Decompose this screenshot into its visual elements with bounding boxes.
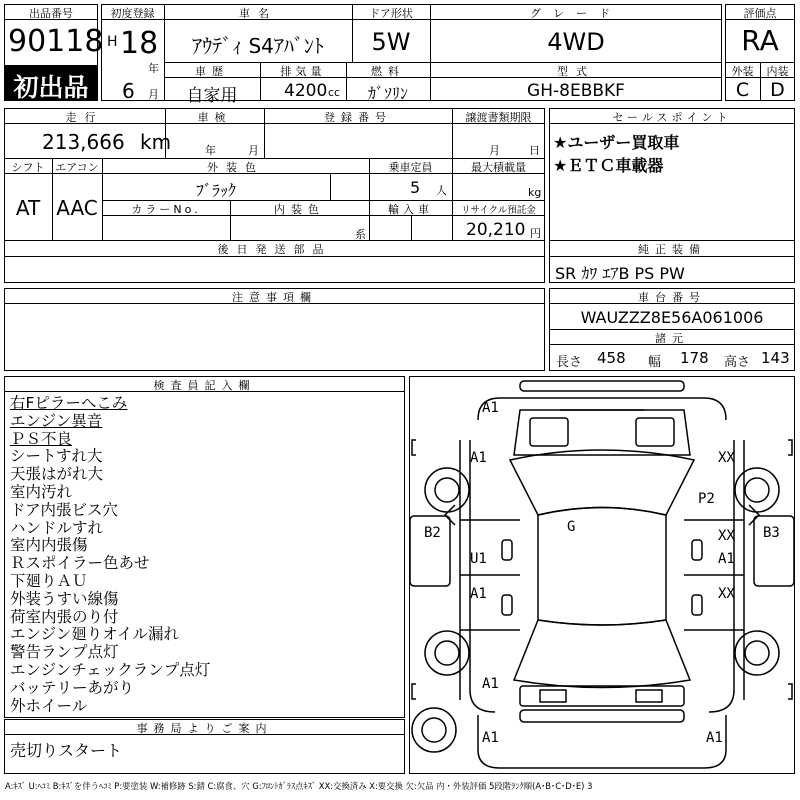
car-name: ｱｳﾃﾞｨ S4ｱﾊﾞﾝﾄ [192,34,324,58]
fuel-label: 燃料 [371,65,405,78]
inspector-item: エンジン異音 [10,411,103,430]
code-left-front-fender: A1 [470,450,487,466]
inspector-item: 下廻りＡＵ [10,572,88,590]
code-right-rear-door: XX [718,586,735,602]
first-listing-text: 初出品 [13,73,89,102]
inspector-item: エンジンチェックランプ点灯 [10,661,211,679]
recycle-label: リサイクル預託金 [461,205,536,216]
recycle-value: 20,210 [466,220,526,240]
aircon-label: エアコン [55,161,99,174]
inspector-item: シートすれ大 [10,447,103,466]
grade-label: グレード [530,7,622,20]
fuel-value: ｶﾞｿﾘﾝ [367,84,408,103]
width-label: 幅 [648,355,662,370]
first-reg-label: 初度登録 [110,7,155,20]
notes-label: 注意事項欄 [232,291,317,304]
inspector-label: 検査員記入欄 [153,379,256,392]
code-front-bumper: A1 [482,400,499,416]
capacity-label: 乗車定員 [388,161,433,174]
import-label: 輸入車 [388,203,433,216]
code-right-front-fender: XX [718,450,735,466]
load-unit: kg [528,186,542,199]
transfer-label: 譲渡書類期限 [465,111,532,124]
legend: A:ｷｽﾞ U:ﾍｺﾐ B:ｷｽﾞを伴うﾍｺﾐ P:要塗装 W:補修跡 S:錆 C:腐食、穴 G:ﾌﾛﾝﾄｶﾞﾗｽ点ｷｽﾞ XX:交換済み X:要交換 欠:欠品 内・外装評価 5段階ﾗﾝｸ順(A･B･C･D･E) 3 [5,781,593,791]
length-value: 458 [597,349,626,367]
reg-month: 6 [122,79,135,103]
color-label: 外装色 [207,161,264,174]
equipment-label: 純正装備 [638,243,706,256]
history-value: 自家用 [186,86,238,106]
displacement-label: 排気量 [280,65,326,78]
code-right-side: B3 [763,525,780,541]
code-left-front-door: U1 [470,551,487,567]
mileage-unit: km [140,130,172,154]
sales-point-2: ★ＥＴＣ車載器 [553,156,664,175]
interior-grade: D [770,79,785,101]
inspector-item: 天張はがれ大 [10,465,104,484]
code-roof: G [567,519,576,535]
car-diagram [409,376,795,774]
exterior-label: 外装 [731,65,754,78]
inspector-item: ハンドルすれ [10,518,104,537]
code-left-side: B2 [424,525,441,541]
interior-color-label: 内装色 [274,203,325,216]
inspector-item: 荷室内張のり付 [10,607,119,626]
car-name-label: 車名 [239,7,277,20]
reg-year: 18 [120,26,159,61]
inspector-item: 右Fピラーへこみ [10,394,128,412]
recycle-unit: 円 [530,227,541,240]
equipment-value: SR ｶﾜ ｴｱB PS PW [555,264,685,283]
office-message: 売切りスタート [10,741,123,760]
inspection-year-unit: 年 [205,144,216,157]
inspector-list [0,395,404,717]
inspector-item: 室内内張傷 [10,536,88,555]
transfer-day-unit: 日 [529,144,540,157]
lot-number: 90118 [8,24,104,59]
era: H [107,34,118,50]
transfer-month-unit: 月 [489,144,500,157]
inspector-item: ドア内張ビス穴 [10,500,119,519]
score-label: 評価点 [743,7,777,20]
displacement-value: 4200 [284,81,328,101]
height-label: 高さ [724,355,751,370]
specs-label: 諸元 [655,332,689,345]
capacity-unit: 人 [436,184,447,197]
inspector-item: バッテリーあがり [10,678,135,697]
grade-value: 4WD [547,28,605,56]
shift-label: シフト [11,161,45,174]
inspector-item: 室内汚れ [10,483,73,501]
inspector-item: ＰＳ不良 [10,429,73,448]
inspection-label: 車検 [197,111,232,124]
interior-color-suffix: 系 [355,228,366,241]
code-right-front-door-1: XX [718,528,735,544]
door-label: ドア形状 [369,7,413,20]
lot-label: 出品番号 [29,7,73,20]
shift-value: AT [15,196,41,220]
height-value: 143 [761,349,790,367]
interior-label: 内装 [766,65,789,78]
history-label: 車歴 [195,65,229,78]
code-left-rear-fender: A1 [482,676,499,692]
code-rear-bumper-right: A1 [706,730,723,746]
inspector-item: エンジン廻りオイル漏れ [10,625,179,644]
color-value: ﾌﾞﾗｯｸ [195,181,236,200]
mileage-label: 走行 [65,111,104,124]
load-label: 最大積載量 [471,161,526,174]
model-label: 型式 [557,65,595,78]
inspector-item: 外装うすい線傷 [10,589,119,608]
year-unit: 年 [148,62,159,75]
inspector-item: Ｒスポイラー色あせ [10,554,150,573]
model-value: GH-8EBBKF [527,81,625,101]
inspection-month-unit: 月 [248,144,259,157]
aircon-value: AAC [56,196,98,220]
office-label: 事務局よりご案内 [136,722,273,735]
door-value: 5W [371,28,411,56]
code-right-front-pillar: P2 [698,491,715,507]
score-value: RA [741,24,779,57]
inspector-item: 外ホイール [10,696,88,715]
chassis-label: 車台番号 [638,291,706,304]
width-value: 178 [680,349,709,367]
sales-points-label: セールスポイント [612,111,732,124]
sales-point-1: ★ユーザー買取車 [553,133,680,152]
capacity-value: 5 [410,178,421,197]
code-rear-bumper-left: A1 [482,730,499,746]
displacement-unit: cc [328,86,341,99]
code-left-rear-door: A1 [470,586,487,602]
month-unit: 月 [148,88,159,101]
length-label: 長さ [556,355,583,370]
exterior-grade: C [735,79,750,101]
vin-value: WAUZZZ8E56A061006 [580,308,764,327]
mileage-value: 213,666 [42,130,125,154]
inspector-item: 警告ランプ点灯 [10,643,119,662]
code-right-front-door-2: A1 [718,551,735,567]
reg-no-label: 登録番号 [324,111,392,124]
later-parts-label: 後日発送部品 [217,243,332,256]
color-no-label: カラーNo. [131,203,201,216]
